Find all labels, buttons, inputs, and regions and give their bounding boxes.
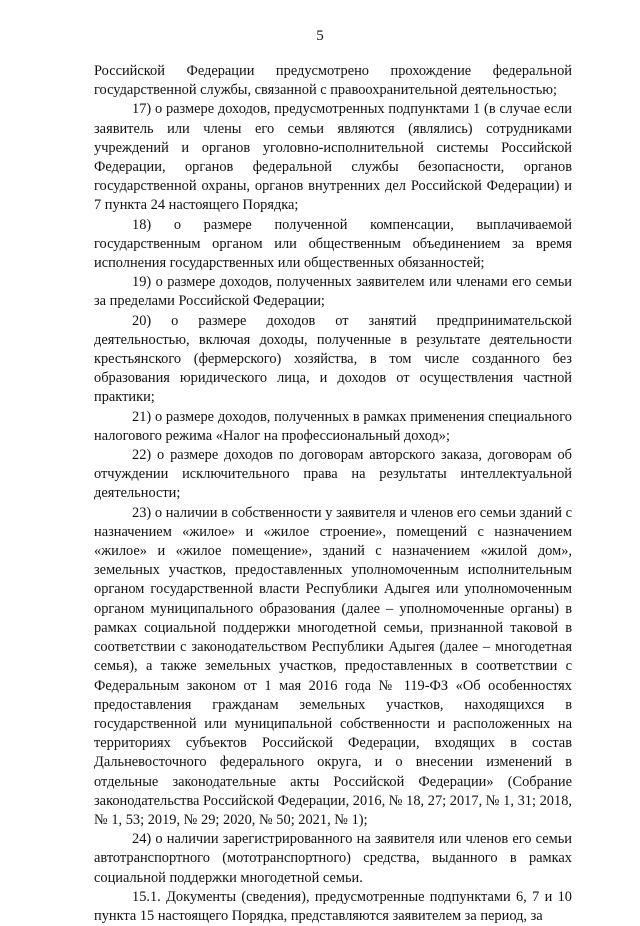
paragraph-item-23: 23) о наличии в собственности у заявителя и членов его семьи зданий с назначением «жилое» и «жилое строение», помещений с назначением «жилое» и «жилое помещение», зданий с назначением «жилой дом», земельных участков, предоставленных уполномоченным исполнительным органом государственной власти Республики Адыгея или уполномоченным органом муниципального образования (далее – уполномоченные органы) в рамках социальной поддержки многодетной семьи, признанной таковой в соответствии с законодательством Республики Адыгея (далее – многодетная семья), а также земельных участков, предоставленных в соответствии с Федеральным законом от 1 мая 2016 года № 119-ФЗ «Об особенностях предоставления гражданам земельных участков, находящихся в государственной или муниципальной собственности и расположенных на территориях субъектов Российской Федерации, входящих в состав Дальневосточного федерального округа, и о внесении изменений в отдельные законодательные акты Российской Федерации» (Собрание законодательства Российской Федерации, 2016, № 18, 27; 2017, № 1, 31; 2018, № 1, 53; 2019, № 29; 2020, № 50; 2021, № 1); <box>94 504 572 828</box>
paragraph-continuation: Российской Федерации предусмотрено прохождение федеральной государственной службы, связанной с правоохранительной деятельностью; <box>94 63 572 99</box>
page-number: 5 <box>316 28 324 44</box>
paragraph-item-19: 19) о размере доходов, полученных заявителем или членами его семьи за пределами Российской Федерации; <box>94 274 572 310</box>
paragraph-item-21: 21) о размере доходов, полученных в рамках применения специального налогового режима «Налог на профессиональный доход»; <box>94 408 572 444</box>
paragraph-item-18: 18) о размере полученной компенсации, выплачиваемой государственным органом или общественным объединением за время исполнения государственных или общественных обязанностей; <box>94 216 572 272</box>
paragraph-item-20: 20) о размере доходов от занятий предпринимательской деятельностью, включая доходы, полученные в результате деятельности крестьянского (фермерского) хозяйства, в том числе созданного без образования юридического лица, и доходов от осуществления частной практики; <box>94 312 572 406</box>
paragraph-item-22: 22) о размере доходов по договорам авторского заказа, договорам об отчуждении исключительного права на результаты интеллектуальной деятельности; <box>94 447 572 502</box>
paragraph-item-24: 24) о наличии зарегистрированного на заявителя или членов его семьи автотранспортного (мототранспортного) средства, выданного в рамках социальной поддержки многодетной семьи. <box>94 831 572 886</box>
document-body <box>94 62 572 926</box>
paragraph-item-17: 17) о размере доходов, предусмотренных подпунктами 1 (в случае если заявитель или члены его семьи являются (являлись) сотрудниками учреждений и органов уголовно-исполнительной системы Российской Федерации, органов федеральной службы безопасности, органов государственной охраны, органов внутренних дел Российской Федерации) и 7 пункта 24 настоящего Порядка; <box>94 101 572 214</box>
paragraph-15-1: 15.1. Документы (сведения), предусмотренные подпунктами 6, 7 и 10 пункта 15 настоящего Порядка, представляются заявителем за период, за <box>94 888 572 924</box>
